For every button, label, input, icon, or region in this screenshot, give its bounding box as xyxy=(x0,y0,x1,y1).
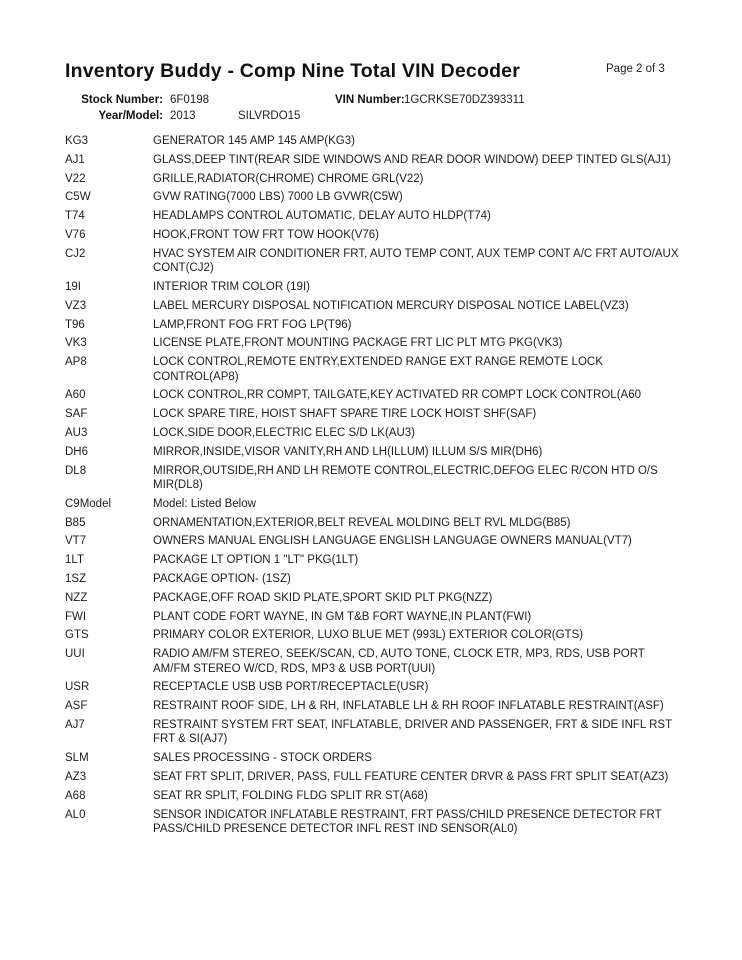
year-model-label: Year/Model: xyxy=(98,110,163,122)
option-code: B85 xyxy=(65,516,86,529)
option-description: INTERIOR TRIM COLOR (19I) xyxy=(153,280,310,293)
option-code: VT7 xyxy=(65,535,87,548)
option-row xyxy=(0,789,742,803)
option-row xyxy=(0,534,742,548)
option-description: ORNAMENTATION,EXTERIOR,BELT REVEAL MOLDING BELT RVL MLDG(B85) xyxy=(153,516,571,529)
stock-number-label: Stock Number: xyxy=(81,94,163,106)
option-code: NZZ xyxy=(65,591,88,604)
option-description: MIRROR,OUTSIDE,RH AND LH REMOTE CONTROL,ELECTRIC,DEFOG ELEC R/CON HTD O/S MIR(DL8) xyxy=(153,464,658,491)
option-code: 19I xyxy=(65,280,81,293)
option-row xyxy=(0,647,742,676)
option-code: AJ1 xyxy=(65,153,85,166)
option-row xyxy=(0,228,742,242)
option-row xyxy=(0,426,742,440)
option-code: VK3 xyxy=(65,337,87,350)
option-row xyxy=(0,751,742,765)
option-code: ASF xyxy=(65,700,88,713)
option-row xyxy=(0,299,742,313)
option-row xyxy=(0,445,742,459)
option-code: SAF xyxy=(65,408,88,421)
option-description: SENSOR INDICATOR INFLATABLE RESTRAINT, FRT PASS/CHILD PRESENCE DETECTOR FRT PASS/CHILD PRESENCE DETECTOR INFL REST IND SENSOR(AL0) xyxy=(153,808,662,835)
option-description: HEADLAMPS CONTROL AUTOMATIC, DELAY AUTO HLDP(T74) xyxy=(153,210,491,223)
model-value: SILVRDO15 xyxy=(238,110,301,122)
option-code: A68 xyxy=(65,789,86,802)
meta-row-year-model xyxy=(0,110,742,125)
option-description: LOCK CONTROL,REMOTE ENTRY,EXTENDED RANGE EXT RANGE REMOTE LOCK CONTROL(AP8) xyxy=(153,356,603,383)
option-row xyxy=(0,407,742,421)
meta-row-stock-vin xyxy=(0,94,742,109)
option-description: OWNERS MANUAL ENGLISH LANGUAGE ENGLISH LANGUAGE OWNERS MANUAL(VT7) xyxy=(153,535,632,548)
option-description: RESTRAINT ROOF SIDE, LH & RH, INFLATABLE LH & RH ROOF INFLATABLE RESTRAINT(ASF) xyxy=(153,700,664,713)
option-description: GVW RATING(7000 LBS) 7000 LB GVWR(C5W) xyxy=(153,191,403,204)
option-description: GLASS,DEEP TINT(REAR SIDE WINDOWS AND REAR DOOR WINDOW) DEEP TINTED GLS(AJ1) xyxy=(153,153,671,166)
vin-number-value: 1GCRKSE70DZ393311 xyxy=(404,94,525,106)
option-code: CJ2 xyxy=(65,247,86,260)
option-row xyxy=(0,718,742,747)
option-description: SEAT RR SPLIT, FOLDING FLDG SPLIT RR ST(A68) xyxy=(153,789,428,802)
option-description: PACKAGE OPTION- (1SZ) xyxy=(153,572,291,585)
option-description: PACKAGE,OFF ROAD SKID PLATE,SPORT SKID PLT PKG(NZZ) xyxy=(153,591,493,604)
option-description: LICENSE PLATE,FRONT MOUNTING PACKAGE FRT LIC PLT MTG PKG(VK3) xyxy=(153,337,563,350)
option-row xyxy=(0,318,742,332)
option-row xyxy=(0,280,742,294)
option-code: KG3 xyxy=(65,135,89,147)
option-code: DH6 xyxy=(65,445,89,458)
option-row xyxy=(0,680,742,694)
option-code: 1LT xyxy=(65,554,84,567)
option-description: GENERATOR 145 AMP 145 AMP(KG3) xyxy=(153,135,355,147)
option-description: RESTRAINT SYSTEM FRT SEAT, INFLATABLE, DRIVER AND PASSENGER, FRT & SIDE INFL RST FRT & SI(AJ7) xyxy=(153,718,672,746)
option-row xyxy=(0,770,742,784)
option-code: C9Model xyxy=(65,497,112,510)
page-indicator: Page 2 of 3 xyxy=(606,63,665,75)
option-description: Model: Listed Below xyxy=(153,497,256,510)
option-row xyxy=(0,355,742,384)
option-code: USR xyxy=(65,681,90,694)
option-description: PACKAGE LT OPTION 1 "LT" PKG(1LT) xyxy=(153,554,359,567)
option-code: GTS xyxy=(65,629,89,642)
option-code: 1SZ xyxy=(65,572,87,585)
option-description: HOOK,FRONT TOW FRT TOW HOOK(V76) xyxy=(153,228,379,241)
option-description: LOCK SPARE TIRE, HOIST SHAFT SPARE TIRE LOCK HOIST SHF(SAF) xyxy=(153,408,537,421)
option-code: FWI xyxy=(65,610,87,623)
option-description: HVAC SYSTEM AIR CONDITIONER FRT, AUTO TEMP CONT, AUX TEMP CONT A/C FRT AUTO/AUX CONT(CJ2) xyxy=(153,247,679,275)
option-code: AZ3 xyxy=(65,770,87,783)
option-row xyxy=(0,553,742,567)
option-row xyxy=(0,209,742,223)
year-value: 2013 xyxy=(170,110,196,122)
option-row xyxy=(0,699,742,713)
option-description: MIRROR,INSIDE,VISOR VANITY,RH AND LH(ILLUM) ILLUM S/S MIR(DH6) xyxy=(153,445,543,458)
option-description: RECEPTACLE USB USB PORT/RECEPTACLE(USR) xyxy=(153,681,429,694)
option-code: V22 xyxy=(65,172,86,185)
option-code: SLM xyxy=(65,752,89,765)
option-row xyxy=(0,464,742,493)
option-code: AU3 xyxy=(65,426,88,439)
option-row xyxy=(0,336,742,350)
option-description: PLANT CODE FORT WAYNE, IN GM T&B FORT WAYNE,IN PLANT(FWI) xyxy=(153,610,532,623)
option-row xyxy=(0,497,742,511)
option-row xyxy=(0,172,742,186)
option-row xyxy=(0,190,742,204)
option-code: T96 xyxy=(65,318,85,331)
option-row xyxy=(0,808,742,837)
option-row xyxy=(0,516,742,530)
option-description: SALES PROCESSING - STOCK ORDERS xyxy=(153,752,372,765)
vin-number-label: VIN Number: xyxy=(335,94,405,106)
option-code: C5W xyxy=(65,191,91,204)
options-list xyxy=(0,134,742,841)
option-code: AL0 xyxy=(65,808,86,821)
option-row xyxy=(0,388,742,402)
option-description: GRILLE,RADIATOR(CHROME) CHROME GRL(V22) xyxy=(153,172,424,185)
option-code: V76 xyxy=(65,228,86,241)
option-code: UUI xyxy=(65,648,85,661)
option-description: RADIO AM/FM STEREO, SEEK/SCAN, CD, AUTO TONE, CLOCK ETR, MP3, RDS, USB PORT AM/FM STEREO W/CD, RDS, MP3 & USB PORT(UUI) xyxy=(153,648,645,675)
option-code: A60 xyxy=(65,389,86,402)
option-code: T74 xyxy=(65,210,85,223)
option-row xyxy=(0,247,742,276)
option-code: VZ3 xyxy=(65,299,87,312)
option-row xyxy=(0,572,742,586)
option-row xyxy=(0,134,742,148)
option-row xyxy=(0,610,742,624)
option-code: AP8 xyxy=(65,356,87,369)
option-code: AJ7 xyxy=(65,718,85,731)
option-description: PRIMARY COLOR EXTERIOR, LUXO BLUE MET (993L) EXTERIOR COLOR(GTS) xyxy=(153,629,584,642)
option-description: LOCK CONTROL,RR COMPT, TAILGATE,KEY ACTIVATED RR COMPT LOCK CONTROL(A60 xyxy=(153,389,641,402)
option-description: LAMP,FRONT FOG FRT FOG LP(T96) xyxy=(153,318,352,331)
option-description: SEAT FRT SPLIT, DRIVER, PASS, FULL FEATURE CENTER DRVR & PASS FRT SPLIT SEAT(AZ3) xyxy=(153,770,669,783)
option-description: LABEL MERCURY DISPOSAL NOTIFICATION MERCURY DISPOSAL NOTICE LABEL(VZ3) xyxy=(153,299,629,312)
stock-number-value: 6F0198 xyxy=(170,94,210,106)
page-title: Inventory Buddy - Comp Nine Total VIN Decoder xyxy=(65,60,521,82)
option-description: LOCK,SIDE DOOR,ELECTRIC ELEC S/D LK(AU3) xyxy=(153,426,416,439)
option-code: DL8 xyxy=(65,464,87,477)
option-row xyxy=(0,628,742,642)
option-row xyxy=(0,153,742,167)
option-row xyxy=(0,591,742,605)
